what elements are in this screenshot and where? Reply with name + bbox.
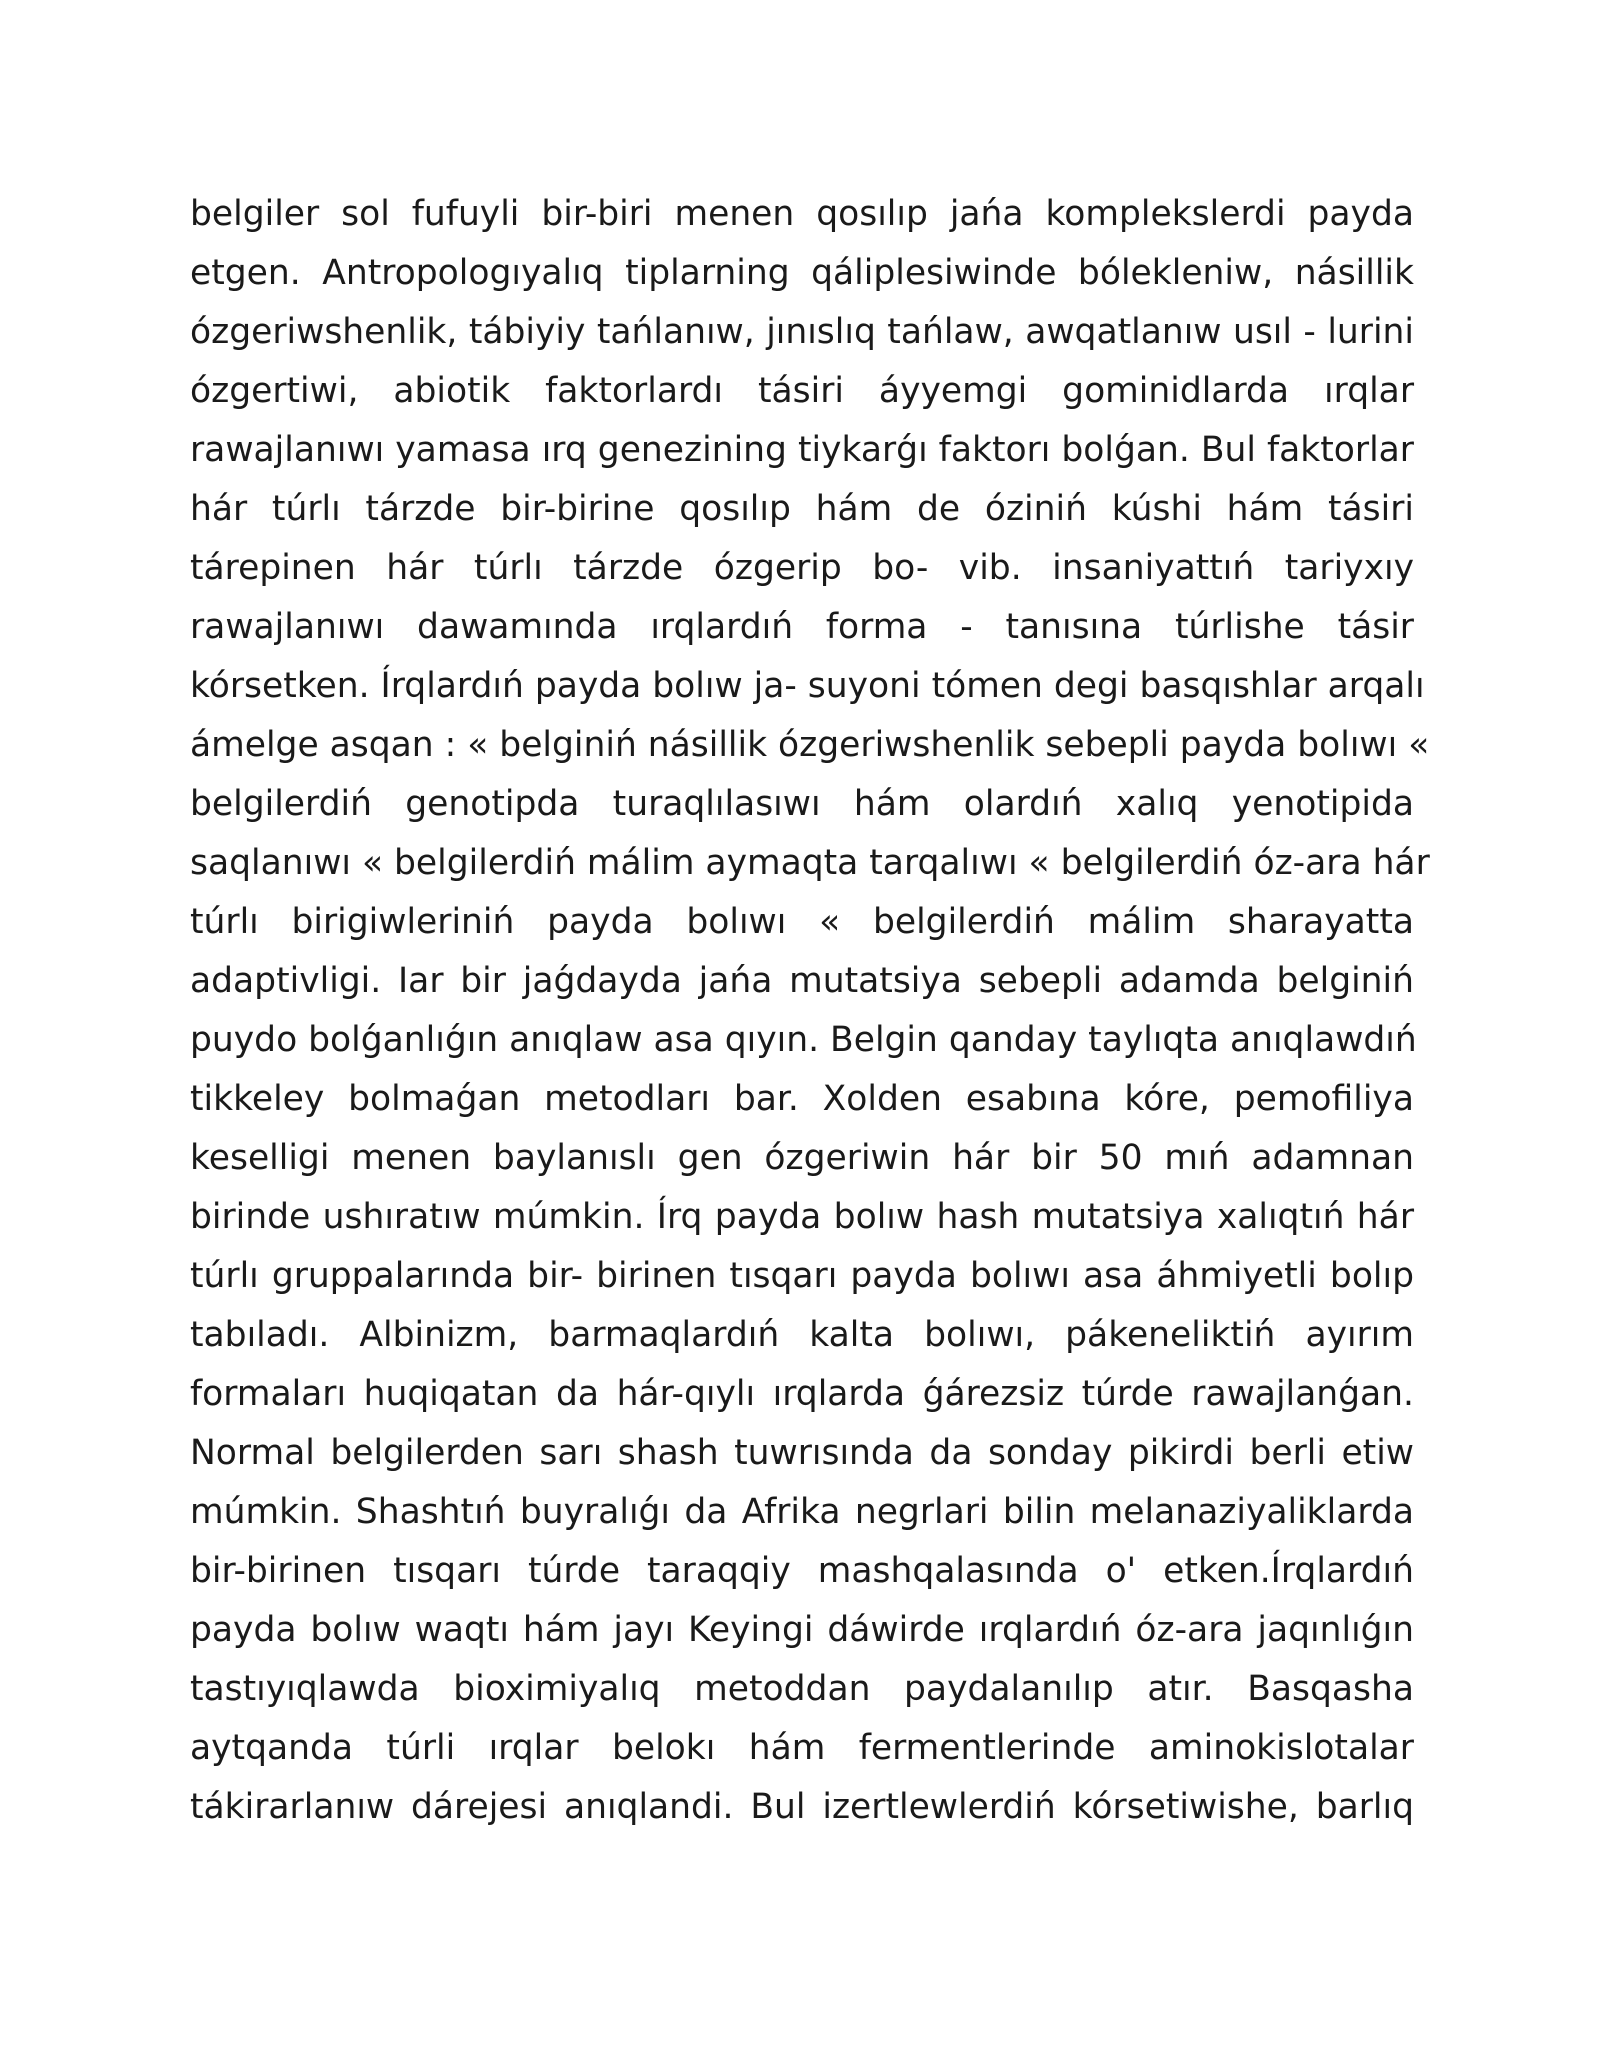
text-line: etgen. Antropologıyalıq tiplarning qáliplesiwinde bólekleniw, násillik xyxy=(190,253,1414,293)
text-line: belgilerdiń genotipda turaqlılasıwı hám olardıń xalıq yenotipida xyxy=(190,784,1414,824)
text-line: keselligi menen baylanıslı gen ózgeriwin hár bir 50 mıń adamnan xyxy=(190,1138,1414,1178)
text-line: ámelge asqan : « belginiń násillik ózgeriwshenlik sebepli payda bolıwı « xyxy=(190,725,1430,765)
text-line: tastıyıqlawda bioximiyalıq metoddan paydalanılıp atır. Basqasha xyxy=(190,1669,1414,1709)
text-line: aytqanda túrli ırqlar belokı hám fermentlerinde aminokislotalar xyxy=(190,1728,1414,1768)
text-line: kórsetken. Írqlardıń payda bolıw ja- suyoni tómen degi basqıshlar arqalı xyxy=(190,666,1425,706)
text-line: belgiler sol fufuyli bir-biri menen qosılıp jańa komplekslerdi payda xyxy=(190,194,1414,234)
text-line: hár túrlı tárzde bir-birine qosılıp hám de óziniń kúshi hám tásiri xyxy=(190,489,1414,529)
text-line: tárepinen hár túrlı tárzde ózgerip bo- vib. insaniyattıń tariyxıy xyxy=(190,548,1414,588)
text-line: saqlanıwı « belgilerdiń málim aymaqta tarqalıwı « belgilerdiń óz-ara hár xyxy=(190,843,1430,883)
text-line: payda bolıw waqtı hám jayı Keyingi dáwirde ırqlardıń óz-ara jaqınlıǵın xyxy=(190,1610,1414,1650)
text-line: adaptivligi. Iar bir jaǵdayda jańa mutatsiya sebepli adamda belginiń xyxy=(190,961,1414,1001)
text-line: rawajlanıwı dawamında ırqlardıń forma - tanısına túrlishe tásir xyxy=(190,607,1414,647)
text-line: ózgertiwi, abiotik faktorlardı tásiri áyyemgi gominidlarda ırqlar xyxy=(190,371,1414,411)
text-line: túrlı gruppalarında bir- birinen tısqarı payda bolıwı asa áhmiyetli bolıp xyxy=(190,1256,1414,1296)
text-line: birinde ushıratıw múmkin. Írq payda bolıw hash mutatsiya xalıqtıń hár xyxy=(190,1197,1414,1237)
text-line: formaları huqiqatan da hár-qıylı ırqlarda ǵárezsiz túrde rawajlanǵan. xyxy=(190,1374,1414,1414)
text-line: tabıladı. Albinizm, barmaqlardıń kalta bolıwı, pákeneliktiń ayırım xyxy=(190,1315,1414,1355)
text-line: bir-birinen tısqarı túrde taraqqiy mashqalasında o' etken.Írqlardıń xyxy=(190,1551,1414,1591)
text-line: túrlı birigiwleriniń payda bolıwı « belgilerdiń málim sharayatta xyxy=(190,902,1414,942)
text-line: múmkin. Shashtıń buyralıǵı da Afrika negrlari bilin melanaziyaliklarda xyxy=(190,1492,1414,1532)
text-line: tákirarlanıw dárejesi anıqlandi. Bul izertlewlerdiń kórsetiwishe, barlıq xyxy=(190,1787,1414,1827)
text-line: puydo bolǵanlıǵın anıqlaw asa qıyın. Belgin qanday taylıqta anıqlawdıń xyxy=(190,1020,1417,1060)
body-text xyxy=(190,185,1430,1837)
text-line: tikkeley bolmaǵan metodları bar. Xolden esabına kóre, pemofiliya xyxy=(190,1079,1414,1119)
text-line: Normal belgilerden sarı shash tuwrısında da sonday pikirdi berli etiw xyxy=(190,1433,1414,1473)
text-line: ózgeriwshenlik, tábiyiy tańlanıw, jınıslıq tańlaw, awqatlanıw usıl - lurini xyxy=(190,312,1414,352)
text-line: rawajlanıwı yamasa ırq genezining tiykarǵı faktorı bolǵan. Bul faktorlar xyxy=(190,430,1414,470)
